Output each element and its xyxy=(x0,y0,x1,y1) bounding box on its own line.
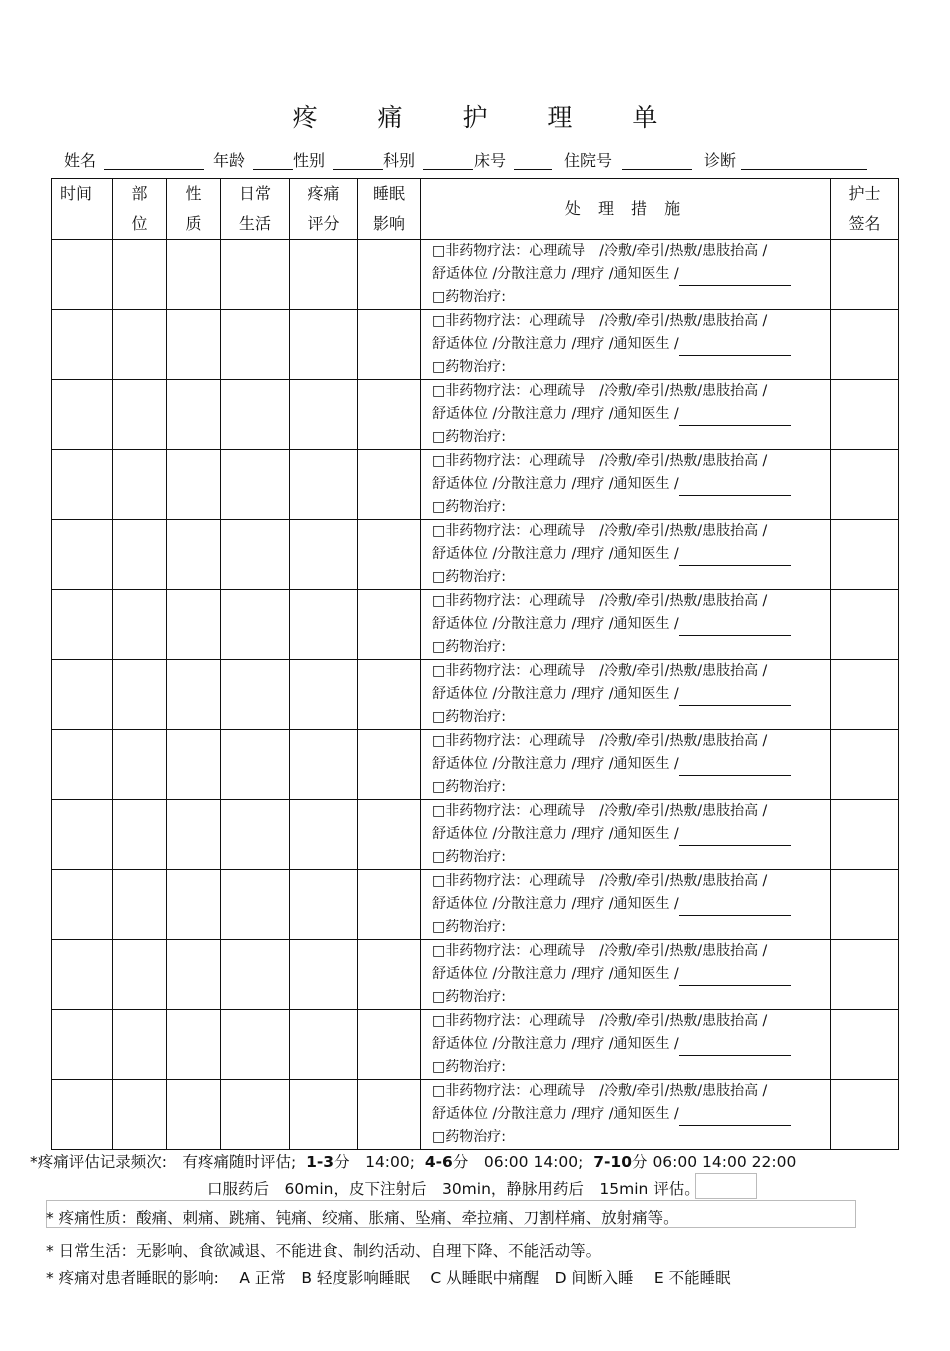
non-drug-therapy-line: □非药物疗法：心理疏导 /冷敷/牵引/热敷/患肢抬高 / xyxy=(432,803,768,819)
table-row xyxy=(52,240,899,310)
site-cell[interactable] xyxy=(113,660,167,730)
site-cell[interactable] xyxy=(113,310,167,380)
drug-therapy-line: □药物治疗: xyxy=(432,989,506,1005)
measures-cell[interactable] xyxy=(421,940,831,1010)
measures-cell[interactable] xyxy=(421,590,831,660)
site-cell[interactable] xyxy=(113,590,167,660)
sleep-effect-cell[interactable] xyxy=(358,800,421,870)
non-drug-therapy-line-2: 舒适体位 /分散注意力 /理疗 /通知医生 / xyxy=(432,613,830,636)
daily-life-note: * 日常生活：无影响、食欲减退、不能进食、制约活动、自理下降、不能活动等。 xyxy=(46,1242,602,1260)
measures-cell[interactable] xyxy=(421,1010,831,1080)
col-time: 时间 xyxy=(52,179,113,240)
non-drug-therapy-line: □非药物疗法：心理疏导 /冷敷/牵引/热敷/患肢抬高 / xyxy=(432,453,768,469)
non-drug-therapy-line-2: 舒适体位 /分散注意力 /理疗 /通知医生 / xyxy=(432,1103,830,1126)
bed-label: 床号 xyxy=(474,151,507,170)
drug-therapy-line: □药物治疗: xyxy=(432,849,506,865)
sleep-effect-cell[interactable] xyxy=(358,870,421,940)
other-measure-blank[interactable] xyxy=(679,270,791,286)
measures-cell[interactable] xyxy=(421,240,831,310)
non-drug-therapy-line: □非药物疗法：心理疏导 /冷敷/牵引/热敷/患肢抬高 / xyxy=(432,243,768,259)
non-drug-therapy-line-2: 舒适体位 /分散注意力 /理疗 /通知医生 / xyxy=(432,403,830,426)
name-field[interactable] xyxy=(104,169,204,170)
nurse-signature-cell[interactable] xyxy=(831,1080,899,1150)
measures-cell[interactable] xyxy=(421,380,831,450)
nature-cell[interactable] xyxy=(167,380,221,450)
non-drug-therapy-line: □非药物疗法：心理疏导 /冷敷/牵引/热敷/患肢抬高 / xyxy=(432,733,768,749)
col-pain-score: 疼痛 评分 xyxy=(290,179,358,240)
bed-field[interactable] xyxy=(514,169,552,170)
other-measure-blank[interactable] xyxy=(679,550,791,566)
nature-cell[interactable] xyxy=(167,940,221,1010)
nurse-signature-cell[interactable] xyxy=(831,1010,899,1080)
table-row xyxy=(52,1080,899,1150)
sleep-effect-note: * 疼痛对患者睡眠的影响: A 正常 B 轻度影响睡眠 C 从睡眠中痛醒 D 间断入睡 E 不能睡眠 xyxy=(46,1269,731,1287)
table-row xyxy=(52,450,899,520)
drug-therapy-line: □药物治疗: xyxy=(432,289,506,305)
col-nurse-signature: 护士 签名 xyxy=(831,179,899,240)
measures-cell[interactable] xyxy=(421,730,831,800)
site-cell[interactable] xyxy=(113,800,167,870)
sleep-effect-cell[interactable] xyxy=(358,450,421,520)
measures-cell[interactable] xyxy=(421,310,831,380)
nature-cell[interactable] xyxy=(167,660,221,730)
pain-score-cell[interactable] xyxy=(290,380,358,450)
nurse-signature-cell[interactable] xyxy=(831,590,899,660)
time-cell[interactable] xyxy=(52,520,113,590)
daily-life-cell[interactable] xyxy=(221,870,290,940)
drug-therapy-line: □药物治疗: xyxy=(432,1059,506,1075)
time-cell[interactable] xyxy=(52,380,113,450)
sex-field[interactable] xyxy=(333,169,383,170)
table-row xyxy=(52,940,899,1010)
frequency-note: *疼痛评估记录频次: 有疼痛随时评估; 1-3分 14:00; 4-6分 06:00 14:00; 7-10分 06:00 14:00 22:00 xyxy=(30,1153,797,1171)
sleep-effect-cell[interactable] xyxy=(358,660,421,730)
time-cell[interactable] xyxy=(52,940,113,1010)
col-measures: 处 理 措 施 xyxy=(421,179,831,240)
daily-life-cell[interactable] xyxy=(221,940,290,1010)
non-drug-therapy-line: □非药物疗法：心理疏导 /冷敷/牵引/热敷/患肢抬高 / xyxy=(432,873,768,889)
table-row xyxy=(52,660,899,730)
pain-score-cell[interactable] xyxy=(290,1080,358,1150)
site-cell[interactable] xyxy=(113,730,167,800)
drug-therapy-line: □药物治疗: xyxy=(432,709,506,725)
pain-nature-note: * 疼痛性质：酸痛、刺痛、跳痛、钝痛、绞痛、胀痛、坠痛、牵拉痛、刀割样痛、放射痛等。 xyxy=(46,1209,679,1227)
table-row xyxy=(52,380,899,450)
pain-score-cell[interactable] xyxy=(290,730,358,800)
other-measure-blank[interactable] xyxy=(679,340,791,356)
other-measure-blank[interactable] xyxy=(679,620,791,636)
patient-info-bar xyxy=(60,148,880,172)
admission-no-label: 住院号 xyxy=(564,151,613,170)
non-drug-therapy-line: □非药物疗法：心理疏导 /冷敷/牵引/热敷/患肢抬高 / xyxy=(432,943,768,959)
pain-score-cell[interactable] xyxy=(290,800,358,870)
drug-therapy-line: □药物治疗: xyxy=(432,569,506,585)
nature-cell[interactable] xyxy=(167,590,221,660)
non-drug-therapy-line-2: 舒适体位 /分散注意力 /理疗 /通知医生 / xyxy=(432,333,830,356)
name-label: 姓名 xyxy=(64,151,97,170)
daily-life-cell[interactable] xyxy=(221,730,290,800)
pain-score-cell[interactable] xyxy=(290,940,358,1010)
table-row xyxy=(52,1010,899,1080)
measures-cell[interactable] xyxy=(421,1080,831,1150)
col-daily-life: 日常 生活 xyxy=(221,179,290,240)
site-cell[interactable] xyxy=(113,1080,167,1150)
non-drug-therapy-line-2: 舒适体位 /分散注意力 /理疗 /通知医生 / xyxy=(432,1033,830,1056)
drug-therapy-line: □药物治疗: xyxy=(432,919,506,935)
other-measure-blank[interactable] xyxy=(679,900,791,916)
nature-cell[interactable] xyxy=(167,800,221,870)
nurse-signature-cell[interactable] xyxy=(831,660,899,730)
daily-life-cell[interactable] xyxy=(221,800,290,870)
drug-therapy-line: □药物治疗: xyxy=(432,639,506,655)
admission-no-field[interactable] xyxy=(622,169,692,170)
table-header-row xyxy=(52,179,899,240)
measures-cell[interactable] xyxy=(421,520,831,590)
sleep-effect-cell[interactable] xyxy=(358,590,421,660)
nature-cell[interactable] xyxy=(167,1080,221,1150)
drug-therapy-line: □药物治疗: xyxy=(432,779,506,795)
site-cell[interactable] xyxy=(113,520,167,590)
time-cell[interactable] xyxy=(52,730,113,800)
non-drug-therapy-line-2: 舒适体位 /分散注意力 /理疗 /通知医生 / xyxy=(432,753,830,776)
daily-life-cell[interactable] xyxy=(221,380,290,450)
non-drug-therapy-line-2: 舒适体位 /分散注意力 /理疗 /通知医生 / xyxy=(432,683,830,706)
measures-cell[interactable] xyxy=(421,450,831,520)
drug-therapy-line: □药物治疗: xyxy=(432,499,506,515)
drug-therapy-line: □药物治疗: xyxy=(432,429,506,445)
non-drug-therapy-line: □非药物疗法：心理疏导 /冷敷/牵引/热敷/患肢抬高 / xyxy=(432,593,768,609)
nature-cell[interactable] xyxy=(167,240,221,310)
time-cell[interactable] xyxy=(52,1010,113,1080)
sleep-effect-cell[interactable] xyxy=(358,310,421,380)
daily-life-cell[interactable] xyxy=(221,520,290,590)
drug-therapy-line: □药物治疗: xyxy=(432,359,506,375)
non-drug-therapy-line: □非药物疗法：心理疏导 /冷敷/牵引/热敷/患肢抬高 / xyxy=(432,383,768,399)
non-drug-therapy-line: □非药物疗法：心理疏导 /冷敷/牵引/热敷/患肢抬高 / xyxy=(432,663,768,679)
nurse-signature-cell[interactable] xyxy=(831,520,899,590)
diagnosis-field[interactable] xyxy=(741,169,867,170)
diagnosis-label: 诊断 xyxy=(704,151,737,170)
non-drug-therapy-line-2: 舒适体位 /分散注意力 /理疗 /通知医生 / xyxy=(432,823,830,846)
table-row xyxy=(52,520,899,590)
non-drug-therapy-line: □非药物疗法：心理疏导 /冷敷/牵引/热敷/患肢抬高 / xyxy=(432,313,768,329)
non-drug-therapy-line-2: 舒适体位 /分散注意力 /理疗 /通知医生 / xyxy=(432,543,830,566)
sleep-effect-cell[interactable] xyxy=(358,240,421,310)
pain-score-cell[interactable] xyxy=(290,520,358,590)
sleep-effect-cell[interactable] xyxy=(358,940,421,1010)
measures-cell[interactable] xyxy=(421,870,831,940)
daily-life-cell[interactable] xyxy=(221,590,290,660)
non-drug-therapy-line-2: 舒适体位 /分散注意力 /理疗 /通知医生 / xyxy=(432,893,830,916)
drug-therapy-line: □药物治疗: xyxy=(432,1129,506,1145)
pain-score-cell[interactable] xyxy=(290,450,358,520)
time-cell[interactable] xyxy=(52,800,113,870)
daily-life-cell[interactable] xyxy=(221,310,290,380)
other-measure-blank[interactable] xyxy=(679,760,791,776)
daily-life-cell[interactable] xyxy=(221,450,290,520)
sex-label: 性别 xyxy=(293,151,326,170)
site-cell[interactable] xyxy=(113,450,167,520)
col-site: 部 位 xyxy=(113,179,167,240)
sleep-effect-cell[interactable] xyxy=(358,730,421,800)
pain-score-cell[interactable] xyxy=(290,870,358,940)
col-nature: 性 质 xyxy=(167,179,221,240)
pain-record-table xyxy=(51,178,899,1150)
measures-cell[interactable] xyxy=(421,660,831,730)
time-cell[interactable] xyxy=(52,590,113,660)
age-field[interactable] xyxy=(253,169,293,170)
table-row xyxy=(52,590,899,660)
other-measure-blank[interactable] xyxy=(679,1110,791,1126)
dept-field[interactable] xyxy=(423,169,473,170)
time-cell[interactable] xyxy=(52,240,113,310)
table-row xyxy=(52,310,899,380)
nurse-signature-cell[interactable] xyxy=(831,240,899,310)
daily-life-cell[interactable] xyxy=(221,240,290,310)
pain-score-cell[interactable] xyxy=(290,310,358,380)
dept-label: 科别 xyxy=(383,151,416,170)
after-medication-note: 口服药后 60min，皮下注射后 30min，静脉用药后 15min 评估。 xyxy=(207,1180,700,1198)
nurse-signature-cell[interactable] xyxy=(831,380,899,450)
nature-cell[interactable] xyxy=(167,1010,221,1080)
nature-cell[interactable] xyxy=(167,520,221,590)
non-drug-therapy-line-2: 舒适体位 /分散注意力 /理疗 /通知医生 / xyxy=(432,263,830,286)
page-title: 疼 痛 护 理 单 xyxy=(292,103,684,132)
site-cell[interactable] xyxy=(113,870,167,940)
nurse-signature-cell[interactable] xyxy=(831,870,899,940)
site-cell[interactable] xyxy=(113,380,167,450)
site-cell[interactable] xyxy=(113,940,167,1010)
non-drug-therapy-line: □非药物疗法：心理疏导 /冷敷/牵引/热敷/患肢抬高 / xyxy=(432,1083,768,1099)
non-drug-therapy-line: □非药物疗法：心理疏导 /冷敷/牵引/热敷/患肢抬高 / xyxy=(432,1013,768,1029)
non-drug-therapy-line-2: 舒适体位 /分散注意力 /理疗 /通知医生 / xyxy=(432,473,830,496)
pain-score-cell[interactable] xyxy=(290,660,358,730)
sleep-effect-cell[interactable] xyxy=(358,520,421,590)
pain-score-cell[interactable] xyxy=(290,1010,358,1080)
other-measure-blank[interactable] xyxy=(679,970,791,986)
daily-life-cell[interactable] xyxy=(221,660,290,730)
nature-cell[interactable] xyxy=(167,450,221,520)
nurse-signature-cell[interactable] xyxy=(831,800,899,870)
daily-life-cell[interactable] xyxy=(221,1080,290,1150)
sleep-effect-cell[interactable] xyxy=(358,1010,421,1080)
nurse-signature-cell[interactable] xyxy=(831,310,899,380)
time-cell[interactable] xyxy=(52,450,113,520)
nurse-signature-cell[interactable] xyxy=(831,940,899,1010)
pain-score-cell[interactable] xyxy=(290,240,358,310)
time-cell[interactable] xyxy=(52,870,113,940)
sleep-effect-cell[interactable] xyxy=(358,380,421,450)
nature-cell[interactable] xyxy=(167,310,221,380)
sleep-effect-cell[interactable] xyxy=(358,1080,421,1150)
time-cell[interactable] xyxy=(52,1080,113,1150)
col-sleep-effect: 睡眠 影响 xyxy=(358,179,421,240)
nurse-signature-cell[interactable] xyxy=(831,730,899,800)
nature-cell[interactable] xyxy=(167,870,221,940)
time-cell[interactable] xyxy=(52,310,113,380)
nurse-signature-cell[interactable] xyxy=(831,450,899,520)
nature-cell[interactable] xyxy=(167,730,221,800)
non-drug-therapy-line: □非药物疗法：心理疏导 /冷敷/牵引/热敷/患肢抬高 / xyxy=(432,523,768,539)
table-row xyxy=(52,870,899,940)
daily-life-cell[interactable] xyxy=(221,1010,290,1080)
table-row xyxy=(52,730,899,800)
table-row xyxy=(52,800,899,870)
age-label: 年龄 xyxy=(213,151,246,170)
other-measure-blank[interactable] xyxy=(679,1040,791,1056)
site-cell[interactable] xyxy=(113,240,167,310)
site-cell[interactable] xyxy=(113,1010,167,1080)
pain-score-cell[interactable] xyxy=(290,590,358,660)
other-measure-blank[interactable] xyxy=(679,480,791,496)
other-measure-blank[interactable] xyxy=(679,830,791,846)
non-drug-therapy-line-2: 舒适体位 /分散注意力 /理疗 /通知医生 / xyxy=(432,963,830,986)
other-measure-blank[interactable] xyxy=(679,410,791,426)
measures-cell[interactable] xyxy=(421,800,831,870)
time-cell[interactable] xyxy=(52,660,113,730)
other-measure-blank[interactable] xyxy=(679,690,791,706)
